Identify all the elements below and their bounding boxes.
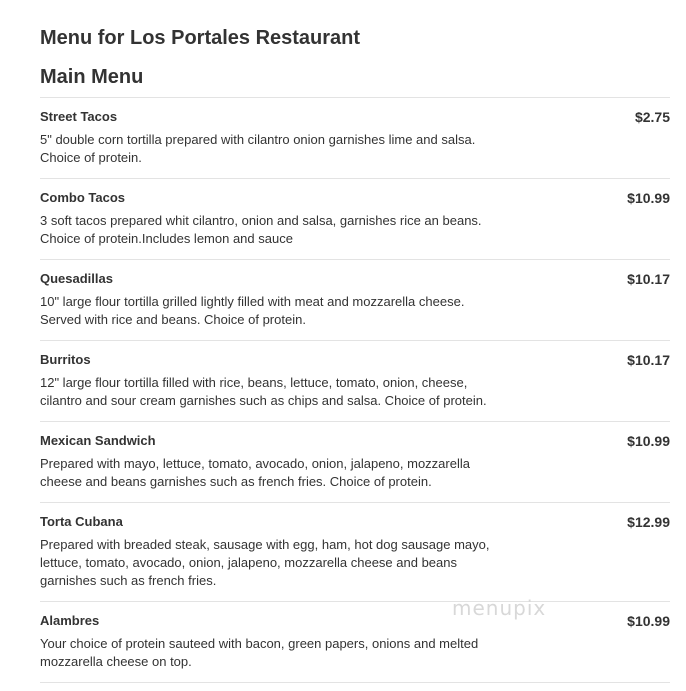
item-description: Prepared with mayo, lettuce, tomato, avocado, onion, jalapeno, mozzarella cheese and beans garnishes such as french fries. Choice of protein. xyxy=(40,456,470,489)
item-name: Alambres xyxy=(40,613,100,628)
menu-item xyxy=(40,97,670,178)
item-price: $10.99 xyxy=(627,433,670,449)
item-name: Street Tacos xyxy=(40,109,118,124)
item-price: $12.99 xyxy=(627,514,670,530)
menu-item xyxy=(40,421,670,502)
menupix-watermark: menupix xyxy=(452,596,547,620)
item-description: 3 soft tacos prepared whit cilantro, onion and salsa, garnishes rice an beans. Choice of protein.Includes lemon and sauce xyxy=(40,213,482,246)
item-price: $10.17 xyxy=(627,271,670,287)
item-name: Torta Cubana xyxy=(40,514,123,529)
item-name: Mexican Sandwich xyxy=(40,433,156,448)
item-name: Combo Tacos xyxy=(40,190,125,205)
menu-item xyxy=(40,340,670,421)
item-name: Quesadillas xyxy=(40,271,113,286)
item-description: 12" large flour tortilla filled with rice, beans, lettuce, tomato, onion, cheese, cilantro and sour cream garnishes such as chips and salsa. Choice of protein. xyxy=(40,375,487,408)
item-price: $10.17 xyxy=(627,352,670,368)
item-name: Burritos xyxy=(40,352,91,367)
menu-item xyxy=(40,502,670,601)
item-description: Your choice of protein sauteed with bacon, green papers, onions and melted mozzarella cheese on top. xyxy=(40,636,479,669)
menu-item xyxy=(40,601,670,683)
item-price: $10.99 xyxy=(627,613,670,629)
item-description: Prepared with breaded steak, sausage with egg, ham, hot dog sausage mayo, lettuce, tomato, avocado, onion, jalapeno, mozzarella cheese and beans garnishes such as french fries. xyxy=(40,537,490,588)
section-title: Main Menu xyxy=(40,66,144,88)
item-description: 10" large flour tortilla grilled lightly filled with meat and mozzarella cheese. Served with rice and beans. Choice of protein. xyxy=(40,294,465,327)
menu-list xyxy=(40,97,670,683)
menu-item xyxy=(40,178,670,259)
item-description: 5" double corn tortilla prepared with cilantro onion garnishes lime and salsa. Choice of protein. xyxy=(40,132,476,165)
page-title: Menu for Los Portales Restaurant xyxy=(40,27,361,49)
item-price: $2.75 xyxy=(634,109,670,125)
menu-item xyxy=(40,259,670,340)
item-price: $10.99 xyxy=(627,190,670,206)
